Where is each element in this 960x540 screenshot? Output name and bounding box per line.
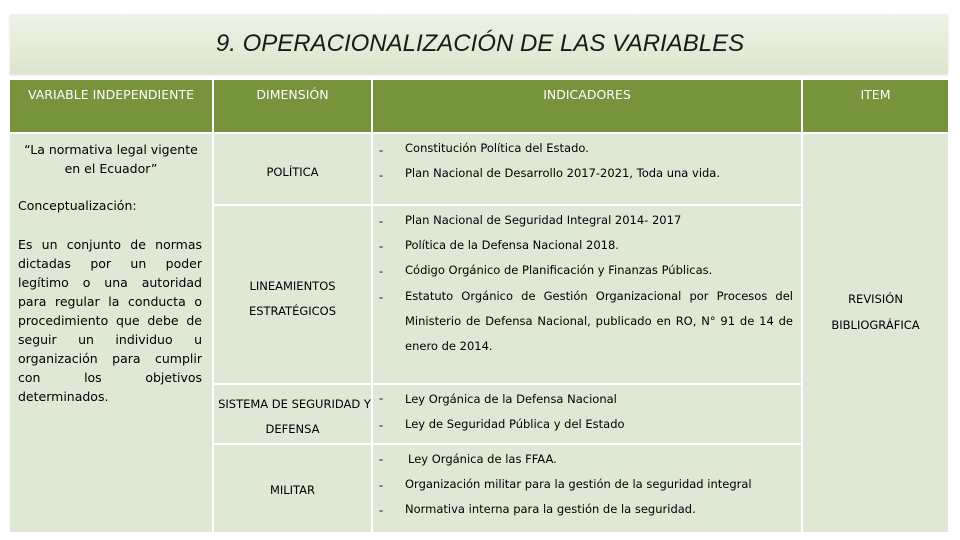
dimension-label: MILITAR [269, 483, 316, 497]
dimension-lineamientos [214, 206, 371, 383]
indicators-sistema [373, 385, 801, 443]
definition-line: legítimo o una autoridad [18, 275, 202, 290]
item-cell [803, 134, 948, 532]
indicators-lineamientos [373, 206, 801, 383]
bullet-dash: - [379, 239, 384, 253]
definition-line: procedimiento que debe de [18, 313, 202, 328]
indicator-line: Ministerio de Defensa Nacional, publicado en RO, N° 91 de 14 de [405, 314, 793, 328]
indicator-item-estatuto [405, 284, 793, 359]
definition-line: dictadas por un poder [18, 256, 202, 271]
indicator-item: Constitución Política del Estado. [405, 141, 589, 155]
dimension-label: ESTRATÉGICOS [248, 304, 337, 318]
bullet-dash: - [379, 418, 384, 432]
indicator-item: Plan Nacional de Seguridad Integral 2014- 2017 [405, 213, 682, 227]
bullet-dash: - [379, 214, 384, 228]
indicators-militar [373, 445, 801, 532]
variable-name-line: “La normativa legal vigente [24, 142, 198, 157]
indicator-item: Ley Orgánica de las FFAA. [408, 452, 557, 466]
bullet-dash: - [379, 452, 384, 466]
dimension-label: DEFENSA [265, 422, 320, 436]
header-dimension [214, 80, 371, 132]
definition-line: seguir un individuo u [18, 332, 202, 347]
indicator-item: Organización militar para la gestión de la seguridad integral [405, 477, 752, 491]
indicator-item: Normativa interna para la gestión de la seguridad. [405, 502, 696, 516]
bullet-dash: - [379, 503, 384, 517]
definition-line: Es un conjunto de normas [18, 237, 202, 252]
bullet-dash: - [379, 391, 384, 405]
dimension-militar [214, 445, 371, 532]
dimension-label: SISTEMA DE SEGURIDAD Y [218, 397, 371, 411]
variable-name-line: en el Ecuador” [64, 161, 158, 176]
item-label: REVISIÓN [848, 292, 903, 306]
indicator-line: Estatuto Orgánico de Gestión Organizacional por Procesos del [405, 289, 793, 303]
definition-line: organización para cumplir [18, 351, 202, 366]
definition-line: para regular la conducta o [18, 294, 202, 309]
indicator-item: Política de la Defensa Nacional 2018. [405, 238, 619, 252]
definition-line: con los objetivos [18, 370, 202, 385]
header-variable [10, 80, 212, 132]
indicator-item: Código Orgánico de Planificación y Finanzas Públicas. [405, 263, 713, 277]
concept-label: Conceptualización: [18, 198, 137, 213]
bullet-dash: - [379, 143, 384, 157]
header-variable-label: VARIABLE INDEPENDIENTE [27, 87, 195, 102]
definition-line: determinados. [18, 389, 109, 404]
header-indicadores [373, 80, 801, 132]
dimension-politica [214, 134, 371, 204]
item-label: BIBLIOGRÁFICA [831, 318, 920, 332]
bullet-dash: - [379, 168, 384, 182]
dimension-label: LINEAMIENTOS [249, 279, 336, 293]
variable-name [10, 140, 212, 178]
bullet-dash: - [379, 290, 384, 304]
header-item [803, 80, 948, 132]
indicators-politica [373, 134, 801, 204]
indicator-line: enero de 2014. [405, 339, 493, 353]
page-title: 9. OPERACIONALIZACIÓN DE LAS VARIABLES [215, 30, 745, 57]
indicator-item: Ley de Seguridad Pública y del Estado [405, 417, 625, 431]
bullet-dash: - [379, 264, 384, 278]
header-indicadores-label: INDICADORES [543, 87, 631, 102]
dimension-sistema [214, 385, 371, 443]
indicator-item: Plan Nacional de Desarrollo 2017-2021, Toda una vida. [405, 166, 721, 180]
header-dimension-label: DIMENSIÓN [256, 87, 329, 102]
dimension-label: POLÍTICA [266, 165, 319, 179]
indicator-item: Ley Orgánica de la Defensa Nacional [405, 392, 617, 406]
header-item-label: ITEM [860, 87, 891, 102]
definition [18, 235, 202, 406]
bullet-dash: - [379, 478, 384, 492]
variable-cell [10, 134, 212, 532]
